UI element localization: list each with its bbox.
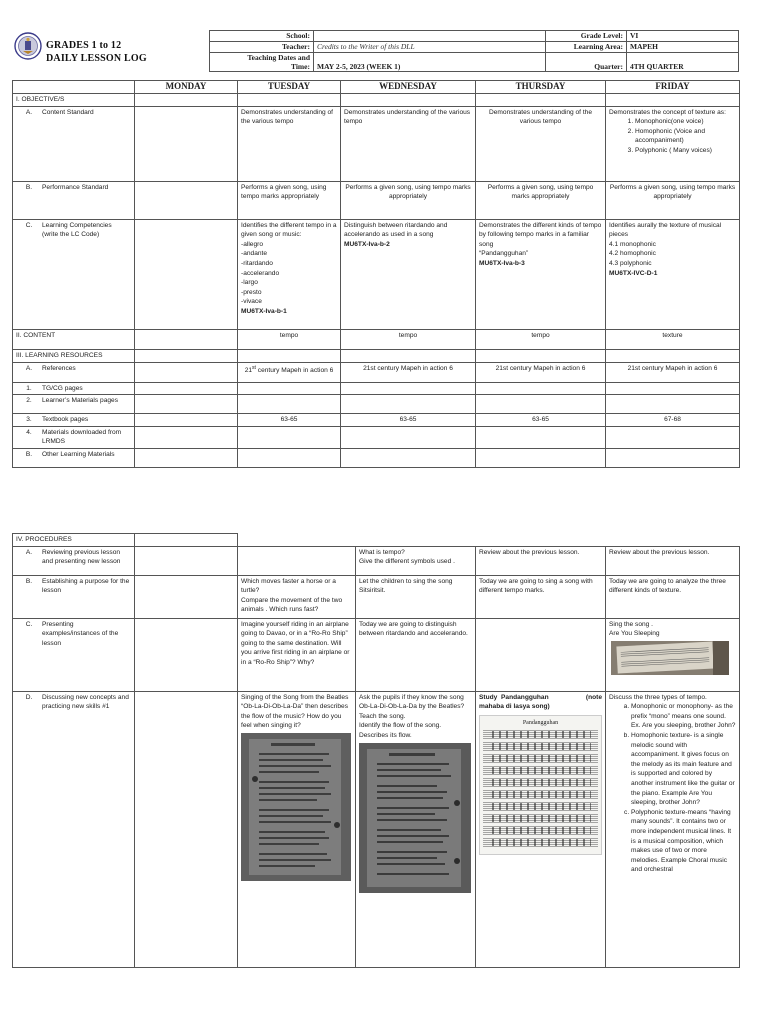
content-standard-thu: Demonstrates understanding of the various tempo: [476, 106, 606, 181]
teaching-dates-value: MAY 2-5, 2023 (WEEK 1): [314, 53, 546, 72]
performance-standard-label: B. Performance Standard: [13, 181, 135, 219]
ob-la-di-song-photo: [241, 733, 351, 881]
reviewing-wed: What is tempo? Give the different symbols used .: [356, 546, 476, 575]
dll-title-line2: DAILY LESSON LOG: [46, 53, 147, 64]
establishing-purpose-label: B. Establishing a purpose for the lesson: [13, 575, 135, 618]
establishing-purpose-tue: Which moves faster a horse or a turtle? Compare the movement of the two animals . Which runs fast?: [238, 575, 356, 618]
dll-title: [46, 39, 147, 65]
sheet-music-photo-image: [611, 641, 729, 675]
presenting-examples-label: C. Presenting examples/instances of the lesson: [13, 618, 135, 691]
discussing-concepts-fri: Discuss the three types of tempo. a. Monophonic or monophony- as the prefix “mono” means one sound. Ex. Are you sleeping, brother John? b. Homophonic texture- is a single melodic sound with accompaniment. It gives focus on the melody as its main feature and is supported and colored by another instrument like the guitar or the piano. Example Are You sleeping, brother John? c. Polyphonic texture-means “having many sounds”. It contains two or more independent musical lines. It is a musical composition, which makes use of two or more melodies. Example Choral music and orchestral: [606, 691, 740, 967]
performance-standard-fri: Performs a given song, using tempo marks appropriately: [606, 181, 740, 219]
learning-area-value: MAPEH: [627, 42, 739, 53]
pandangguhan-sheet-music: [479, 715, 602, 855]
content-standard-tue: Demonstrates understanding of the various tempo: [238, 106, 341, 181]
references-thu: 21st century Mapeh in action 6: [476, 362, 606, 382]
procedures-section-label: IV. PROCEDURES: [13, 534, 135, 547]
day-header-friday: FRIDAY: [606, 81, 740, 94]
references-label: A. References: [13, 362, 135, 382]
content-wed: tempo: [341, 329, 476, 349]
establishing-purpose-thu: Today we are going to sing a song with different tempo marks.: [476, 575, 606, 618]
learning-competencies-fri: Identifies aurally the texture of musical pieces 4.1 monophonic 4.2 homophonic 4.3 polyphonic MU6TX-IVC-D-1: [606, 219, 740, 329]
are-you-sleeping-photo: [611, 641, 729, 675]
presenting-examples-fri: Sing the song . Are You Sleeping: [606, 618, 740, 691]
learning-resources-label: III. LEARNING RESOURCES: [13, 349, 135, 362]
learning-competencies-tue: Identifies the different tempo in a given song or music: -allegro -andante -ritardando -accelerando -largo -presto -vivace MU6TX-Iva-b-1: [238, 219, 341, 329]
deped-seal-logo: [14, 32, 42, 60]
teaching-dates-label: [210, 53, 314, 72]
reviewing-thu: Review about the previous lesson.: [476, 546, 606, 575]
ob-la-di-lyrics-image: [241, 733, 351, 881]
teacher-value: Credits to the Writer of this DLL: [314, 42, 546, 53]
ob-la-di-lyrics-image-2: [359, 743, 471, 893]
reviewing-previous-label: A. Reviewing previous lesson and presenting new lesson: [13, 546, 135, 575]
discussing-concepts-thu: Study Pandangguhan (note mahaba di lasya song) Pandangguhan: [476, 691, 606, 967]
materials-downloaded-label: 4. Materials downloaded from LRMDS: [13, 426, 135, 448]
content-standard-label: A. Content Standard: [13, 106, 135, 181]
ob-la-di-song-photo-2: [359, 743, 471, 893]
teaching-dates-label-line2: Time:: [290, 62, 310, 71]
dll-title-line1: GRADES 1 to 12: [46, 40, 122, 51]
procedures-header-cell: [135, 534, 238, 547]
textbook-pages-wed: 63-65: [341, 414, 476, 427]
content-standard-wed: Demonstrates understanding of the various tempo: [341, 106, 476, 181]
textbook-pages-thu: 63-65: [476, 414, 606, 427]
lesson-log-table-2: [12, 533, 740, 968]
learning-competencies-wed: Distinguish between ritardando and accelerando as used in a song MU6TX-Iva-b-2: [341, 219, 476, 329]
references-tue: 21st century Mapeh in action 6: [238, 362, 341, 382]
other-materials-label: B. Other Learning Materials: [13, 448, 135, 467]
presenting-examples-wed: Today we are going to distinguish between ritardando and accelerando.: [356, 618, 476, 691]
day-header-tuesday: TUESDAY: [238, 81, 341, 94]
establishing-purpose-fri: Today we are going to analyze the three different kinds of texture.: [606, 575, 740, 618]
learners-materials-label: 2. Learner’s Materials pages: [13, 395, 135, 414]
teaching-dates-label-line1: Teaching Dates and: [247, 53, 310, 62]
quarter-label: Quarter:: [546, 53, 627, 72]
content-fri: texture: [606, 329, 740, 349]
teacher-label: Teacher:: [210, 42, 314, 53]
pandangguhan-sheet-title: Pandangguhan: [522, 719, 559, 726]
learning-competencies-thu: Demonstrates the different kinds of tempo by following tempo marks in a familiar song “Pandangguhan” MU6TX-Iva-b-3: [476, 219, 606, 329]
performance-standard-wed: Performs a given song, using tempo marks appropriately: [341, 181, 476, 219]
performance-standard-tue: Performs a given song, using tempo marks appropriately: [238, 181, 341, 219]
performance-standard-thu: Performs a given song, using tempo marks appropriately: [476, 181, 606, 219]
lesson-log-table-1: [12, 80, 740, 468]
tg-cg-pages-label: 1. TG/CG pages: [13, 382, 135, 395]
reviewing-fri: Review about the previous lesson.: [606, 546, 740, 575]
grade-level-value: VI: [627, 31, 739, 42]
content-section-label: II. CONTENT: [13, 329, 135, 349]
references-wed: 21st century Mapeh in action 6: [341, 362, 476, 382]
references-fri: 21st century Mapeh in action 6: [606, 362, 740, 382]
corner-cell: [13, 81, 135, 94]
textbook-pages-label: 3. Textbook pages: [13, 414, 135, 427]
day-header-thursday: THURSDAY: [476, 81, 606, 94]
quarter-value: 4TH QUARTER: [627, 53, 739, 72]
day-header-monday: MONDAY: [135, 81, 238, 94]
school-label: School:: [210, 31, 314, 42]
establishing-purpose-wed: Let the children to sing the song Sitsiritsit.: [356, 575, 476, 618]
learning-competencies-label: C. Learning Competencies (write the LC Code): [13, 219, 135, 329]
presenting-examples-tue: Imagine yourself riding in an airplane going to Davao, or in a “Ro-Ro Ship” going to the same destination. Will you arrive first riding in an airplane or in a “Ro-Ro Ship”? Why?: [238, 618, 356, 691]
learning-area-label: Learning Area:: [546, 42, 627, 53]
day-header-wednesday: WEDNESDAY: [341, 81, 476, 94]
grade-level-label: Grade Level:: [546, 31, 627, 42]
content-standard-fri: Demonstrates the concept of texture as: 1. Monophonic(one voice) 2. Homophonic (Voice and accompaniment) 3. Polyphonic ( Many voices): [606, 106, 740, 181]
header-info-table: [209, 30, 739, 72]
objectives-section-label: I. OBJECTIVE/S: [13, 94, 135, 107]
school-value: [314, 31, 546, 42]
textbook-pages-tue: 63-65: [238, 414, 341, 427]
discussing-concepts-tue: Singing of the Song from the Beatles “Ob-La-Di-Ob-La-Da” then describes the flow of the music? How do you feel when singing it?: [238, 691, 356, 967]
discussing-concepts-wed: Ask the pupils if they know the song Ob-La-Di-Ob-La-Da by the Beatles? Teach the song. Identify the flow of the song. Describes its flow.: [356, 691, 476, 967]
content-tue: tempo: [238, 329, 341, 349]
textbook-pages-fri: 67-68: [606, 414, 740, 427]
content-thu: tempo: [476, 329, 606, 349]
discussing-concepts-label: D. Discussing new concepts and practicing new skills #1: [13, 691, 135, 967]
